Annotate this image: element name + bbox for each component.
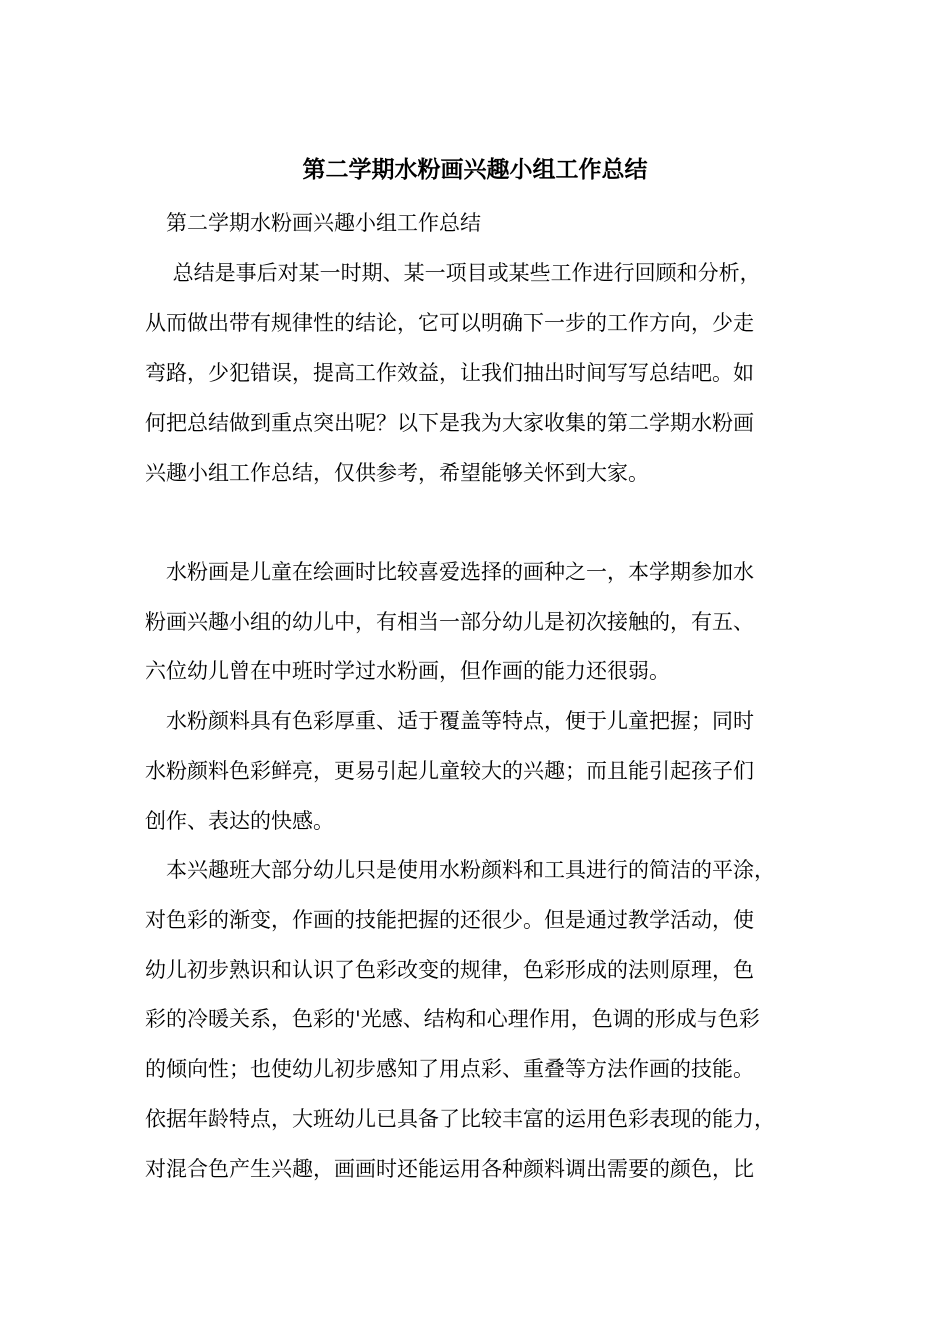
paragraph-line: 水粉画是儿童在绘画时比较喜爱选择的画种之一，本学期参加水	[145, 560, 754, 584]
paragraph-line: 彩的冷暖关系，色彩的'光感、结构和心理作用，色调的形成与色彩	[145, 1007, 760, 1031]
paragraph-line: 水粉颜料具有色彩厚重、适于覆盖等特点，便于儿童把握；同时	[145, 709, 754, 733]
paragraph-line: 水粉颜料色彩鲜亮，更易引起儿童较大的兴趣；而且能引起孩子们	[145, 759, 754, 783]
paragraph-line: 对色彩的渐变，作画的技能把握的还很少。但是通过教学活动，使	[145, 908, 754, 932]
paragraph-line: 依据年龄特点，大班幼儿已具备了比较丰富的运用色彩表现的能力，	[145, 1107, 775, 1131]
paragraph-line: 本兴趣班大部分幼儿只是使用水粉颜料和工具进行的简洁的平涂，	[145, 858, 775, 882]
paragraph-line: 创作、表达的快感。	[145, 809, 334, 833]
paragraph-line: 对混合色产生兴趣，画画时还能运用各种颜料调出需要的颜色，比	[145, 1157, 754, 1181]
paragraph-line: 总结是事后对某一时期、某一项目或某些工作进行回顾和分析，	[145, 261, 761, 285]
subtitle-line: 第二学期水粉画兴趣小组工作总结	[145, 211, 481, 235]
paragraph-line: 弯路，少犯错误，提高工作效益，让我们抽出时间写写总结吧。如	[145, 361, 754, 385]
paragraph-line: 粉画兴趣小组的幼儿中，有相当一部分幼儿是初次接触的，有五、	[145, 610, 754, 634]
paragraph-line: 从而做出带有规律性的结论，它可以明确下一步的工作方向，少走	[145, 311, 754, 335]
paragraph-line: 何把总结做到重点突出呢？以下是我为大家收集的第二学期水粉画	[145, 411, 754, 435]
document-title: 第二学期水粉画兴趣小组工作总结	[302, 156, 648, 183]
paragraph-line: 的倾向性；也使幼儿初步感知了用点彩、重叠等方法作画的技能。	[145, 1057, 754, 1081]
paragraph-line: 幼儿初步熟识和认识了色彩改变的规律，色彩形成的法则原理，色	[145, 958, 754, 982]
paragraph-line: 六位幼儿曾在中班时学过水粉画，但作画的能力还很弱。	[145, 659, 670, 683]
paragraph-line: 兴趣小组工作总结，仅供参考，希望能够关怀到大家。	[145, 461, 649, 485]
